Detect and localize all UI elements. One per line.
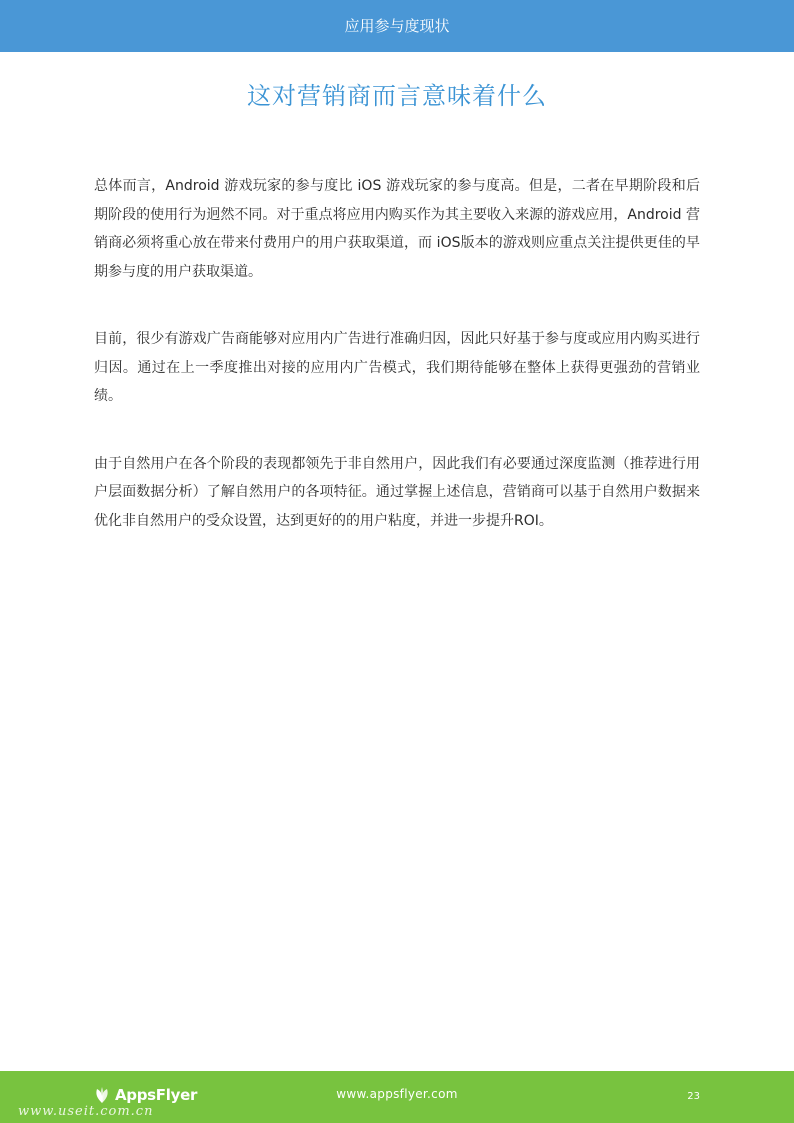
- paragraph: 由于自然用户在各个阶段的表现都领先于非自然用户，因此我们有必要通过深度监测（推荐进行用户层面数据分析）了解自然用户的各项特征。通过掌握上述信息，营销商可以基于自然用户数据来优化非自然用户的受众设置，达到更好的的用户粘度，并进一步提升ROI。: [94, 455, 700, 529]
- paragraph: 目前，很少有游戏广告商能够对应用内广告进行准确归因，因此只好基于参与度或应用内购买进行归因。通过在上一季度推出对接的应用内广告模式，我们期待能够在整体上获得更强劲的营销业绩。: [94, 331, 700, 404]
- header-title: 应用参与度现状: [344, 17, 450, 35]
- watermark: www.useit.com.cn: [18, 1104, 154, 1119]
- footer-url[interactable]: www.appsflyer.com: [336, 1087, 458, 1101]
- page-heading: 这对营销商而言意味着什么: [247, 82, 547, 110]
- paragraph: 总体而言，Android 游戏玩家的参与度比 iOS 游戏玩家的参与度高。但是，二者在早期阶段和后期阶段的使用行为迥然不同。对于重点将应用内购买作为其主要收入来源的游戏应用，Android 营销商必须将重心放在带来付费用户的用户获取渠道，而 iOS版本的游戏则应重点关注提供更佳的早期参与度的用户获取渠道。: [94, 178, 700, 280]
- footer-bar: [0, 1071, 794, 1123]
- header-bar: [0, 0, 794, 52]
- logo-text: AppsFlyer: [115, 1086, 198, 1104]
- page-number: 23: [687, 1091, 700, 1102]
- body-text: [94, 172, 700, 574]
